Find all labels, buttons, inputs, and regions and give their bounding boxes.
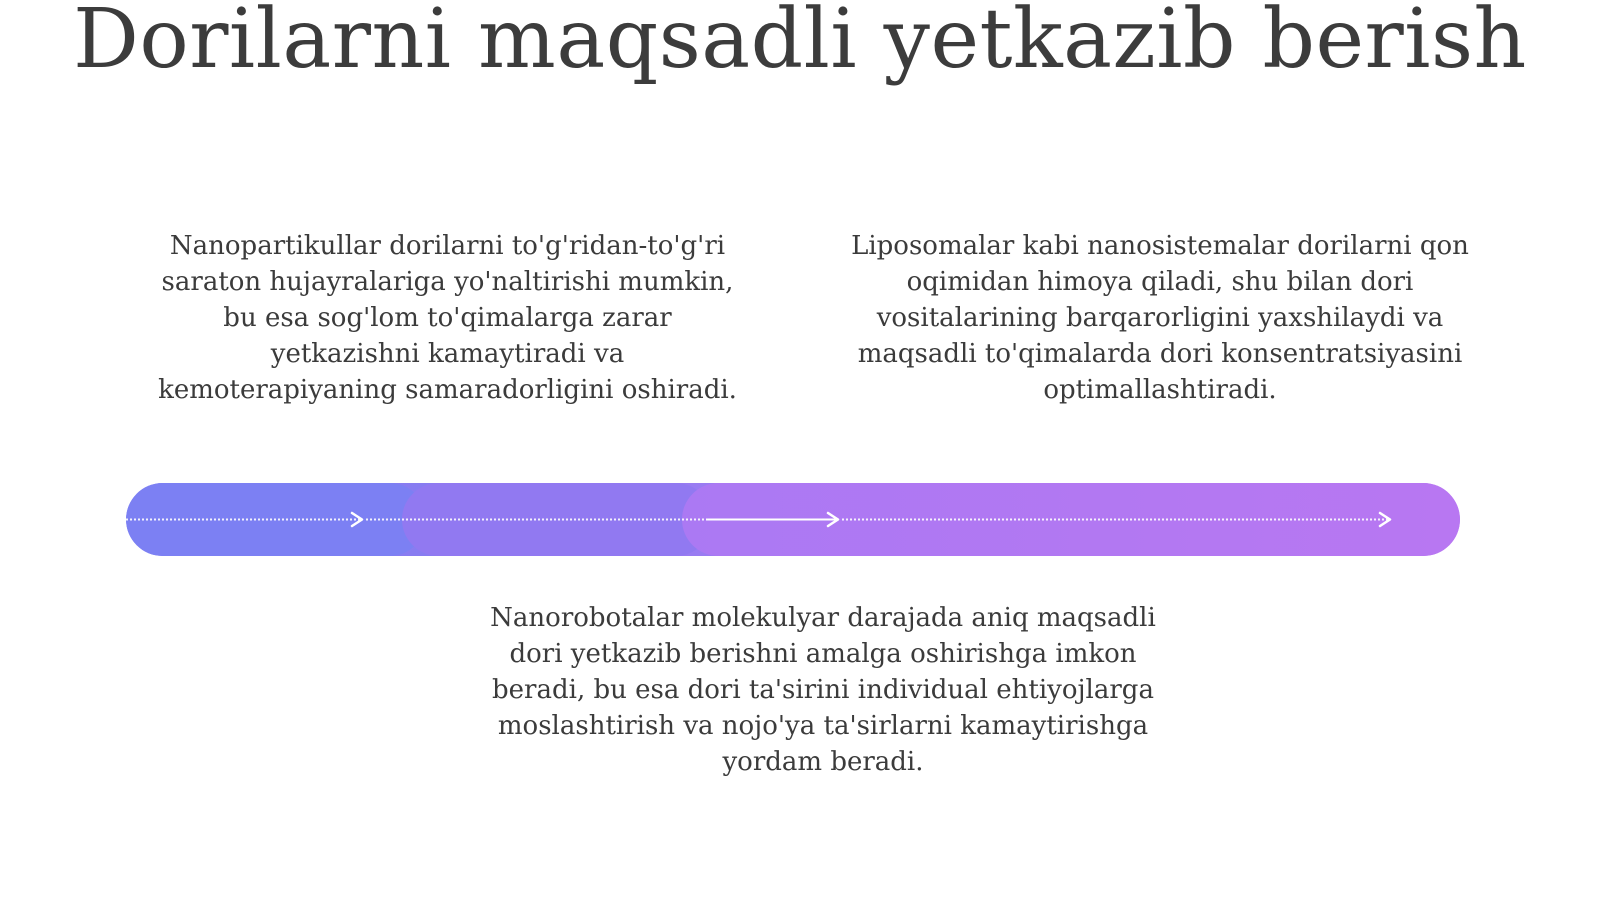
arrow-head-3 — [1380, 513, 1390, 526]
description-item-1: Nanopartikullar dorilarni to'g'ridan-to'g'ri saraton hujayralariga yo'naltirishi mumkin, bu esa sog'lom to'qimalarga zarar yetkazishni kamaytiradi va kemoterapiyaning samaradorligini oshiradi. — [158, 231, 737, 405]
description-item-2: Liposomalar kabi nanosistemalar dorilarni qon oqimidan himoya qiladi, shu bilan dori vositalarining barqarorligini yaxshilaydi va maqsadli to'qimalarda dori konsentratsiyasini optimallashtiradi. — [851, 231, 1469, 405]
description-item-3: Nanorobotalar molekulyar darajada aniq maqsadli dori yetkazib berishni amalga oshirishga imkon beradi, bu esa dori ta'sirini individual ehtiyojlarga moslashtirish va nojo'ya ta'sirlarni kamaytirishga yordam beradi. — [490, 603, 1156, 777]
arrow-head-1 — [352, 513, 362, 526]
timeline-arrows — [126, 483, 1460, 556]
timeline-bar — [126, 483, 1460, 556]
page-title: Dorilarni maqsadli yetkazib berish — [73, 0, 1527, 87]
